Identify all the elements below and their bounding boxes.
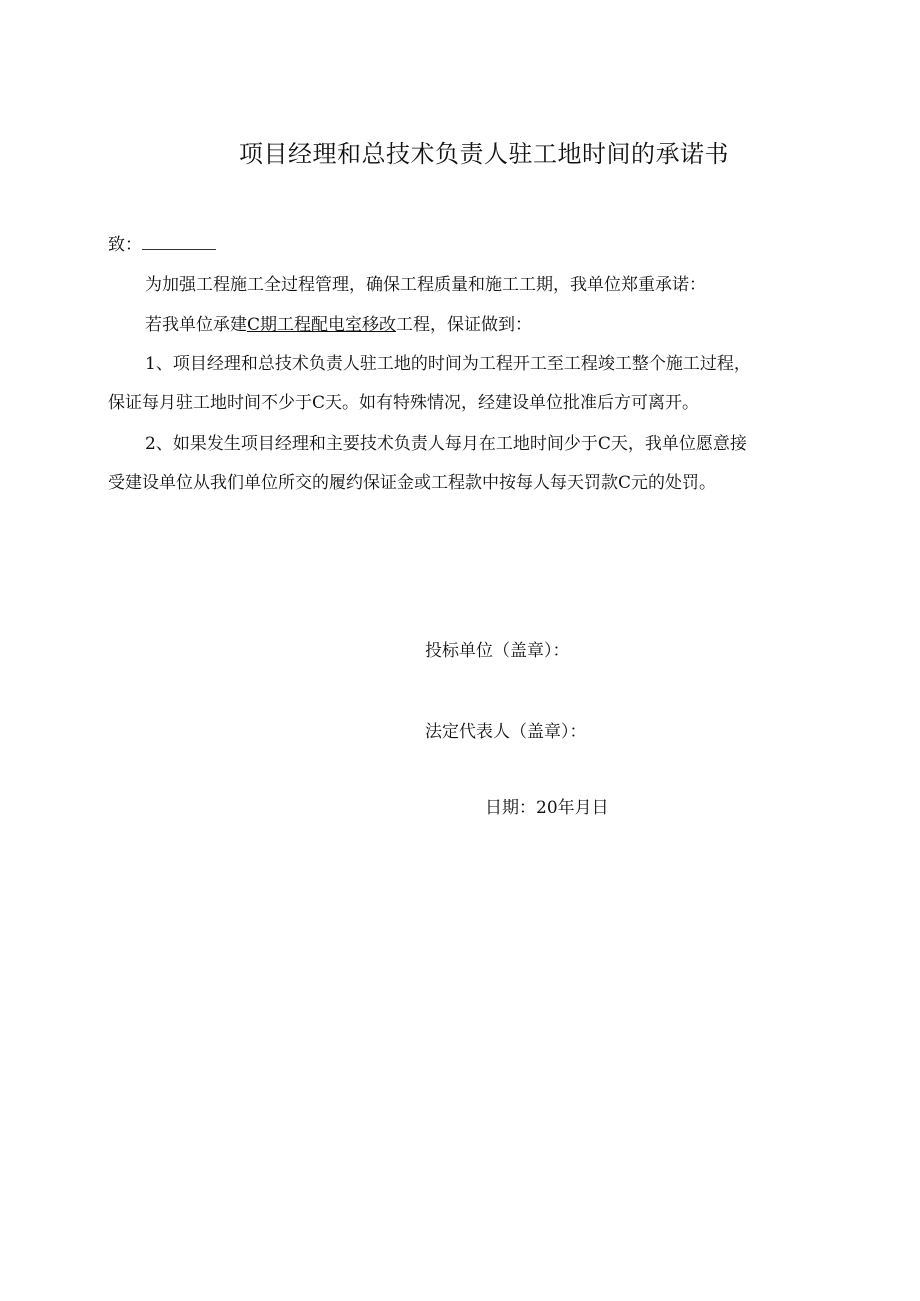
recipient-blank	[142, 235, 216, 250]
item2-line2: 受建设单位从我们单位所交的履约保证金或工程款中按每人每天罚款C元的处罚。	[108, 473, 717, 493]
item2-line1: 2、如果发生项目经理和主要技术负责人每月在工地时间少于C天，我单位愿意接	[145, 434, 747, 454]
project-suffix: 工程，保证做到：	[396, 315, 533, 335]
bidder-seal-label: 投标单位（盖章）：	[425, 641, 570, 661]
intro-paragraph: 为加强工程施工全过程管理，确保工程质量和施工工期，我单位郑重承诺：	[145, 275, 706, 295]
document-title: 项目经理和总技术负责人驻工地时间的承诺书	[239, 140, 729, 168]
recipient-label: 致：	[108, 235, 142, 255]
legal-rep-seal-label: 法定代表人（盖章）：	[425, 722, 587, 742]
item1-line2: 保证每月驻工地时间不少于C天。如有特殊情况，经建设单位批准后方可离开。	[108, 393, 700, 413]
project-line	[145, 314, 845, 336]
project-name: C期工程配电室移改	[247, 315, 397, 335]
recipient-line	[108, 234, 808, 256]
project-prefix: 若我单位承建	[145, 315, 247, 335]
item1-line1: 1、项目经理和总技术负责人驻工地的时间为工程开工至工程竣工整个施工过程，	[145, 354, 751, 374]
date-label: 日期：20年月日	[485, 798, 609, 818]
